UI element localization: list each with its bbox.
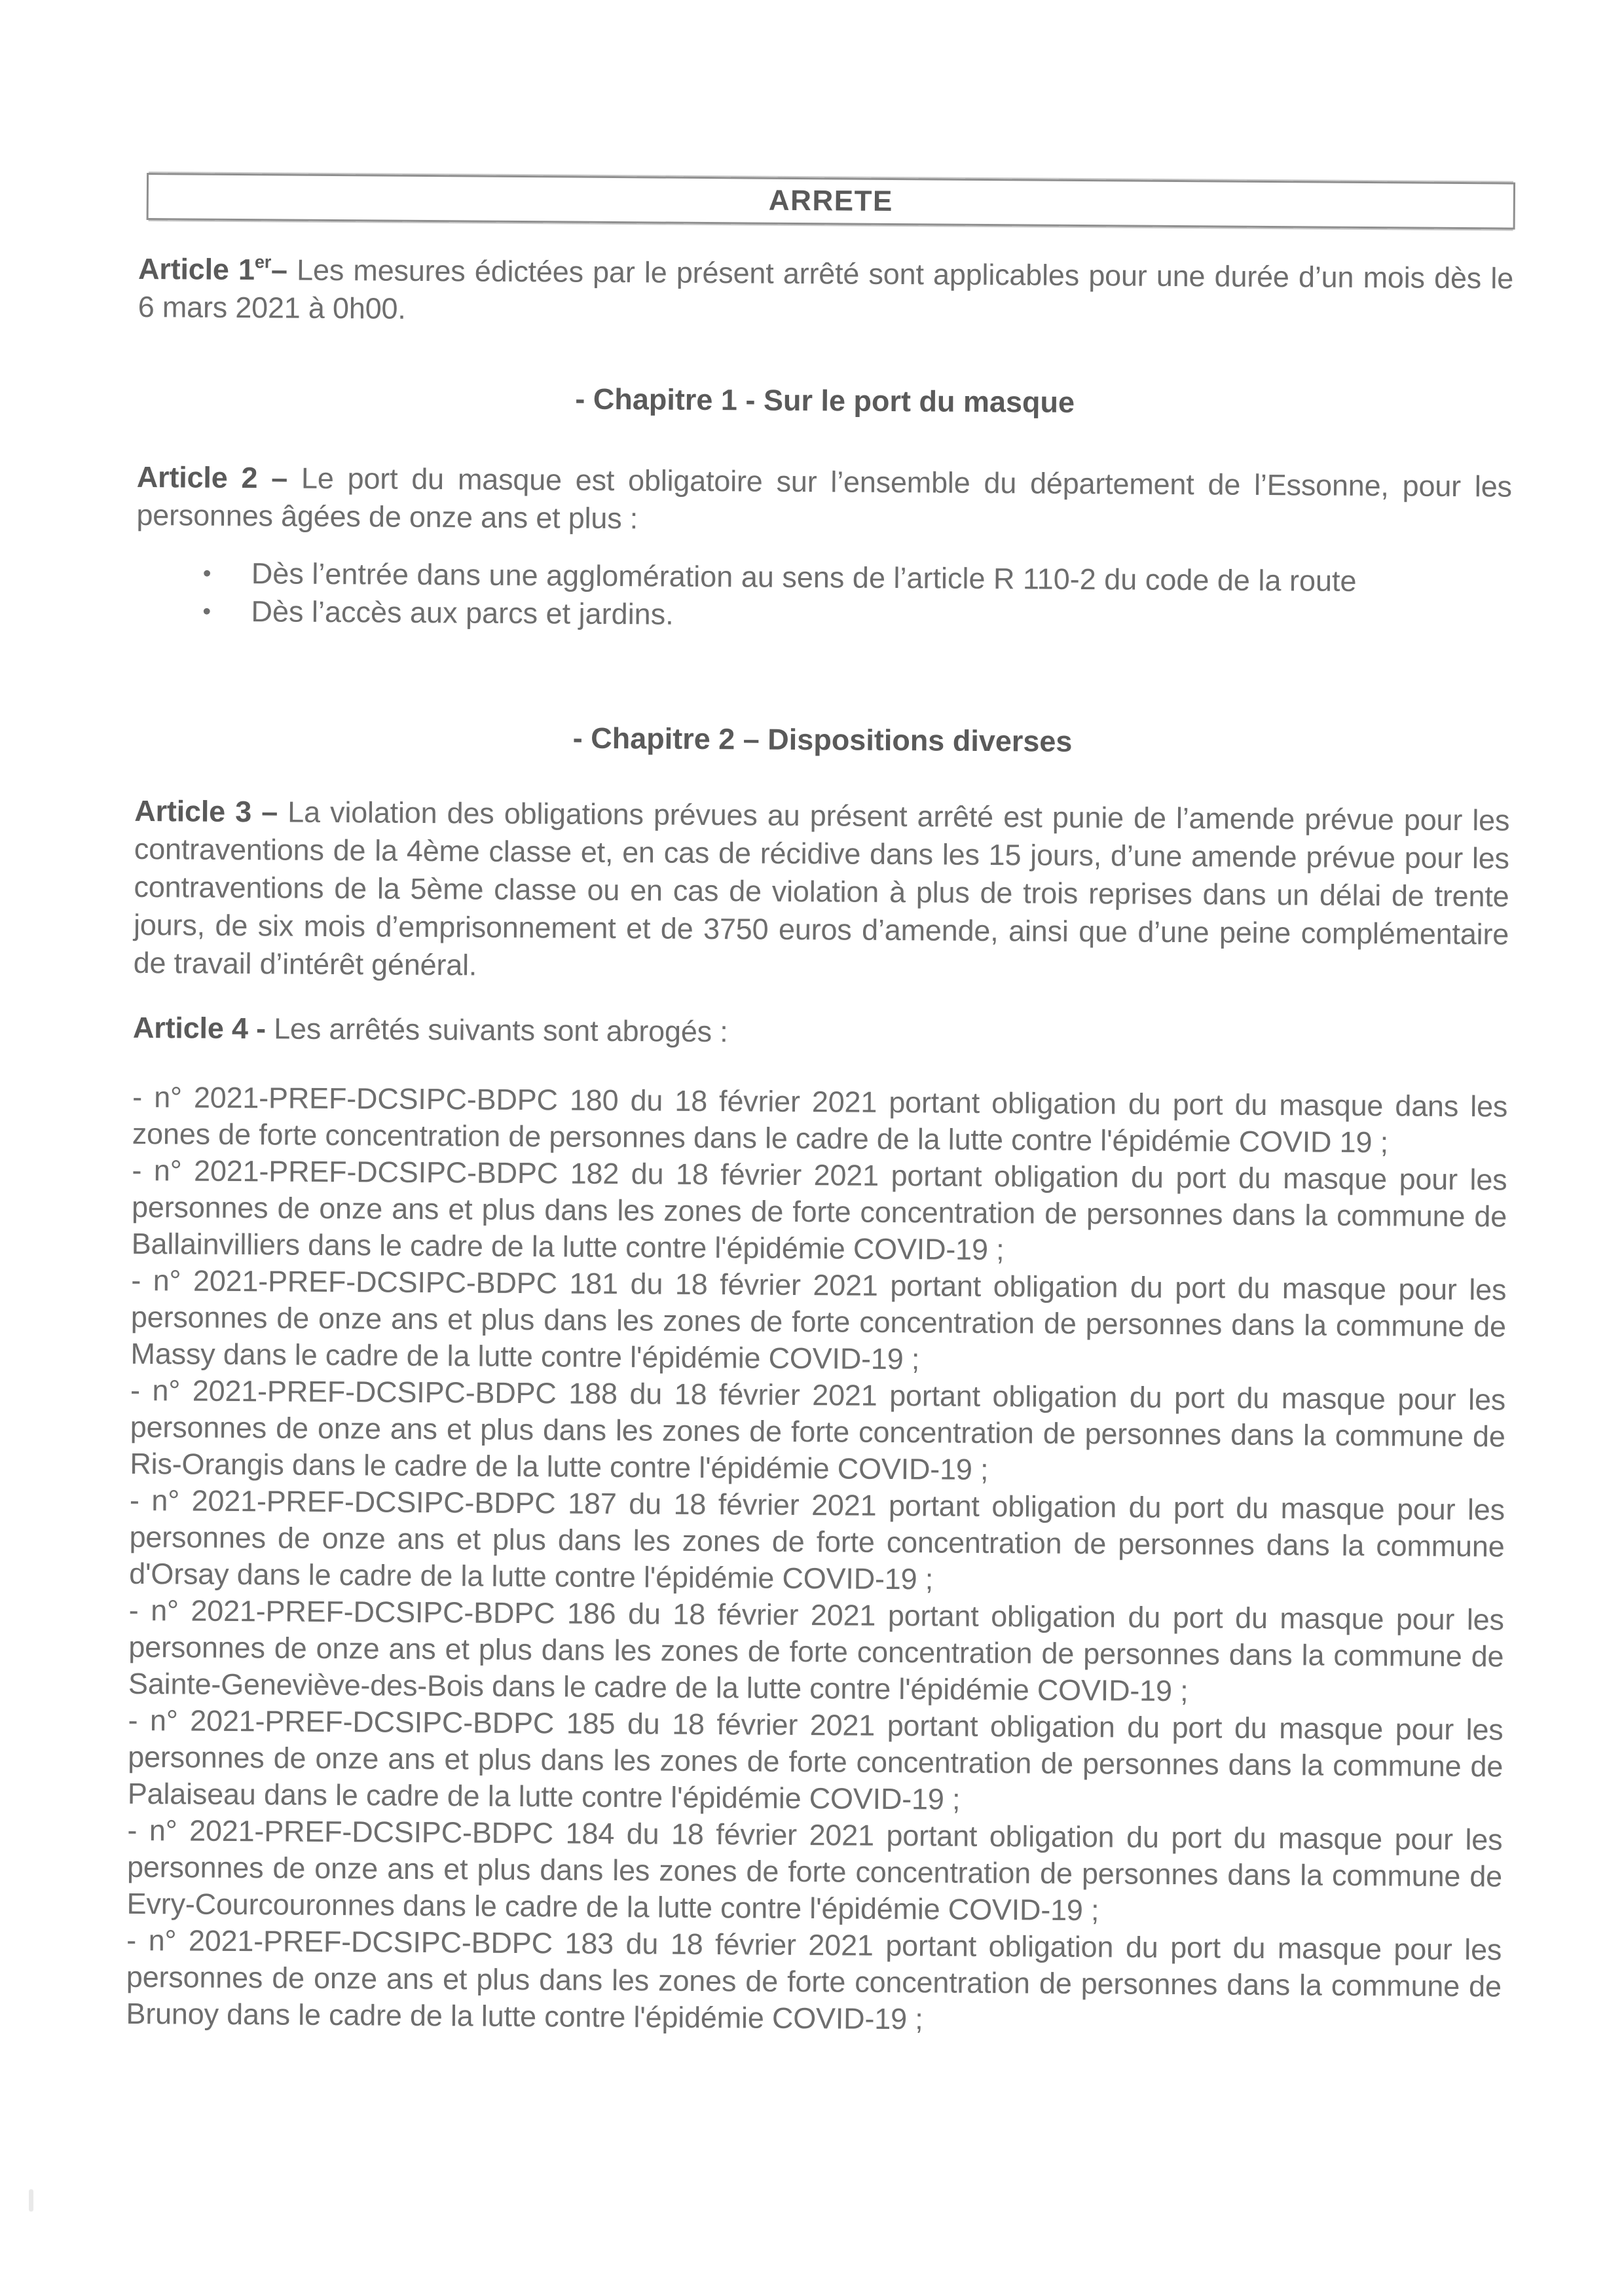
chapter-2-heading: - Chapitre 2 – Dispositions diverses xyxy=(572,721,1073,758)
article-4-paragraph xyxy=(133,1009,1508,1057)
abrogated-item: - n° 2021-PREF-DCSIPC-BDPC 183 du 18 février 2021 portant obligation du port du masque pour les personnes de onze ans et plus dans les zones de forte concentration de personnes dans la commune de Brunoy dans le cadre de la lutte contre l'épidémie COVID-19 ; xyxy=(126,1923,1502,2036)
article-4-text: Les arrêtés suivants sont abrogés : xyxy=(274,1011,728,1049)
article-4-label: Article 4 - xyxy=(132,1010,274,1046)
article-2-label: Article 2 – xyxy=(136,460,302,495)
article-3-paragraph xyxy=(133,792,1509,992)
abrogated-item: - n° 2021-PREF-DCSIPC-BDPC 181 du 18 février 2021 portant obligation du port du masque pour les personnes de onze ans et plus dans les zones de forte concentration de personnes dans la commune de Massy dans le cadre de la lutte contre l'épidémie COVID-19 ; xyxy=(130,1263,1507,1376)
decree-title-box xyxy=(147,173,1515,230)
abrogated-item: - n° 2021-PREF-DCSIPC-BDPC 187 du 18 février 2021 portant obligation du port du masque pour les personnes de onze ans et plus dans les zones de forte concentration de personnes dans la commune d'Orsay dans le cadre de la lutte contre l'épidémie COVID-19 ; xyxy=(128,1483,1505,1596)
article-2-text: Le port du masque est obligatoire sur l’ensemble du département de l’Essonne, pour les personnes âgées de onze ans et plus : xyxy=(136,461,1512,536)
article-3-text: La violation des obligations prévues au présent arrêté est punie de l’amende prévue pour les contraventions de la 4ème classe et, en cas de récidive dans les 15 jours, d’une amende prévue pour les contraventions de la 5ème classe ou en cas de violation à plus de trois reprises dans un délai de trente jours, de six mois d’emprisonnement et de 3750 euros d’amende, ainsi que d’une peine complémentaire de travail d’intérêt général. xyxy=(133,795,1510,982)
article-1-dash: – xyxy=(270,253,297,287)
decree-title: ARRETE xyxy=(768,184,893,217)
bullet-icon: • xyxy=(202,559,212,587)
article-2-paragraph xyxy=(136,458,1512,544)
abrogated-item: - n° 2021-PREF-DCSIPC-BDPC 182 du 18 février 2021 portant obligation du port du masque pour les personnes de onze ans et plus dans les zones de forte concentration de personnes dans la commune de Ballainvilliers dans le cadre de la lutte contre l'épidémie COVID-19 ; xyxy=(131,1153,1507,1267)
abrogated-item: - n° 2021-PREF-DCSIPC-BDPC 185 du 18 février 2021 portant obligation du port du masque pour les personnes de onze ans et plus dans les zones de forte concentration de personnes dans la commune de Palaiseau dans le cadre de la lutte contre l'épidémie COVID-19 ; xyxy=(127,1703,1504,1816)
article-1-text: Les mesures édictées par le présent arrêté sont applicables pour une durée d’un mois dès le 6 mars 2021 à 0h00. xyxy=(138,253,1514,325)
article-1-label: Article 1 xyxy=(138,251,255,287)
article-1-paragraph xyxy=(138,250,1513,336)
bullet-item-text: Dès l’accès aux parcs et jardins. xyxy=(251,594,674,631)
article-2-bullet-list xyxy=(136,554,1511,640)
abrogated-item: - n° 2021-PREF-DCSIPC-BDPC 180 du 18 février 2021 portant obligation du port du masque dans les zones de forte concentration de personnes dans le cadre de la lutte contre l'épidémie COVID 19 ; xyxy=(132,1080,1508,1159)
article-1-ordinal-sup: er xyxy=(254,252,272,272)
abrogated-item: - n° 2021-PREF-DCSIPC-BDPC 184 du 18 février 2021 portant obligation du port du masque pour les personnes de onze ans et plus dans les zones de forte concentration de personnes dans la commune de Evry-Courcouronnes dans le cadre de la lutte contre l'épidémie COVID-19 ; xyxy=(126,1813,1503,1927)
bullet-item-text: Dès l’entrée dans une agglomération au sens de l’article R 110-2 du code de la route xyxy=(251,556,1357,598)
abrogated-item: - n° 2021-PREF-DCSIPC-BDPC 186 du 18 février 2021 portant obligation du port du masque pour les personnes de onze ans et plus dans les zones de forte concentration de personnes dans la commune de Sainte-Geneviève-des-Bois dans le cadre de la lutte contre l'épidémie COVID-19 ; xyxy=(128,1593,1504,1708)
scan-artifact xyxy=(29,2189,33,2212)
article-3-label: Article 3 – xyxy=(134,793,288,829)
chapter-1-heading: - Chapitre 1 - Sur le port du masque xyxy=(575,382,1075,419)
abrogated-item: - n° 2021-PREF-DCSIPC-BDPC 188 du 18 février 2021 portant obligation du port du masque pour les personnes de onze ans et plus dans les zones de forte concentration de personnes dans la commune de Ris-Orangis dans le cadre de la lutte contre l'épidémie COVID-19 ; xyxy=(130,1373,1506,1487)
bullet-icon: • xyxy=(202,597,212,625)
abrogated-orders-list xyxy=(126,1079,1507,2042)
